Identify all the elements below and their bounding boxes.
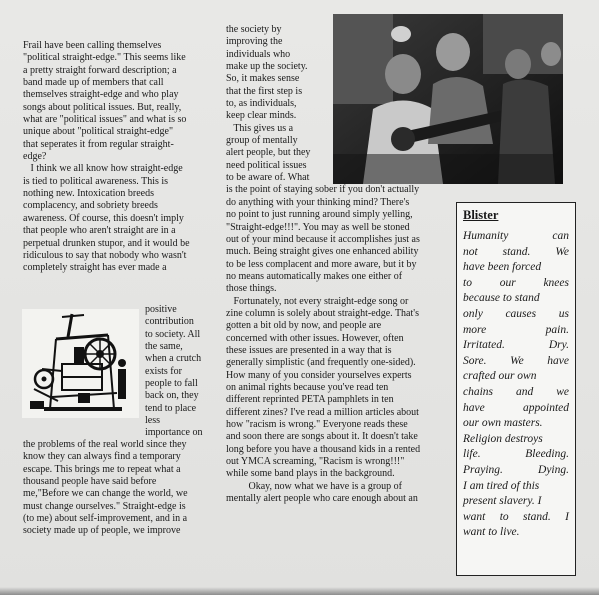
text-line: no means automatically makes one either of <box>226 270 403 282</box>
poem-line <box>463 245 569 261</box>
poem-word: want <box>463 510 486 523</box>
poem-line <box>463 276 569 292</box>
column-one-top-text <box>23 40 190 275</box>
poem-word: Bleeding. <box>525 448 569 461</box>
text-line: Frail have been calling themselves <box>23 40 162 51</box>
text-line: need political issues <box>226 159 307 171</box>
poem-line <box>463 479 569 495</box>
text-line: unique about "political straight-edge" <box>23 126 174 138</box>
poem-line <box>463 354 569 370</box>
text-line: This gives us a <box>226 122 294 134</box>
poem-word: our <box>499 276 516 289</box>
text-line: improving the <box>226 36 283 48</box>
text-line: that seperates it from regular straight- <box>23 138 174 150</box>
text-line: mentally alert people who care enough about an <box>226 493 418 505</box>
text-line: these issues are presented in a way that is <box>226 344 392 356</box>
poem-line <box>463 447 569 463</box>
poem-word: Dying. <box>538 463 569 476</box>
text-line: make up the society. <box>226 61 308 73</box>
text-line: must change ourselves." Straight-edge is <box>23 500 186 512</box>
text-line: thousand people have said before <box>23 476 157 488</box>
text-line: the same, <box>145 341 183 353</box>
poem-word: chains <box>463 385 494 398</box>
poem-word: present slavery. I <box>463 495 542 508</box>
text-line: people to fall <box>145 378 198 390</box>
text-line: back on, they <box>145 390 199 402</box>
blister-sidebar <box>456 202 576 576</box>
poem-word: want to live. <box>463 526 520 539</box>
text-line: long before you have a thousand kids in a rented <box>226 443 421 455</box>
text-line: gotten a bit old by now, and people are <box>226 320 382 332</box>
poem-word: We <box>510 354 524 367</box>
poem-line <box>463 401 569 417</box>
printing-press-engraving <box>22 309 139 418</box>
text-line: "political straight-edge." This seems like <box>23 52 186 64</box>
poem-word: Humanity <box>463 230 509 242</box>
text-line: songs about political issues. But, really, <box>23 101 182 113</box>
text-line: alert people, but they <box>226 147 311 159</box>
poem-word: knees <box>543 276 569 289</box>
text-line: So, it makes sense <box>226 73 300 85</box>
text-line: out YMCA screaming, "Racism is wrong!!!" <box>226 456 405 468</box>
poem-word: I <box>565 510 569 523</box>
text-line: perpetual drunken stupor, and it would be <box>23 237 190 249</box>
sidebar-title: Blister <box>463 208 499 222</box>
column-one-bottom-text <box>23 439 188 538</box>
poem-word: Praying. <box>463 463 503 476</box>
text-line: concerned with other issues. However, often <box>226 332 404 344</box>
text-line: complacency, and sobriety breeds <box>23 200 158 212</box>
poem-line <box>463 291 569 307</box>
text-line: how "racism is wrong." Everyone reads these <box>226 419 408 430</box>
text-line: do anything with your thinking mind? There's <box>226 196 410 208</box>
bottom-edge-shadow <box>0 587 599 595</box>
text-line: ridiculous to say that nobody who wasn't <box>23 249 187 261</box>
text-line: to, as individuals, <box>226 98 297 110</box>
poem-word: have been forced <box>463 261 542 274</box>
poem-word: stand. <box>502 245 531 258</box>
machine-illustration <box>22 309 139 418</box>
poem-word: pain. <box>545 323 569 336</box>
text-line: a pretty straight forward description; a <box>23 64 177 76</box>
poem-word: because to stand <box>463 292 540 305</box>
poem-line <box>463 260 569 276</box>
text-line: different zines? I've read a million articles about <box>226 406 419 418</box>
text-line: those things. <box>226 283 277 295</box>
poem-line <box>463 307 569 323</box>
text-line: out of your mind because it accomplishes just as <box>226 233 420 245</box>
poem-word: and <box>516 385 534 398</box>
poem-word: more <box>463 323 487 336</box>
text-line: completely straight has ever made a <box>23 262 167 274</box>
text-line: to be less complacent and more aware, but it by <box>226 258 417 270</box>
text-line: positive <box>145 304 177 315</box>
text-line: How many of you consider yourselves experts <box>226 369 412 381</box>
text-line: what are "political issues" and what is so <box>23 114 187 126</box>
text-line: Fortunately, not every straight-edge song or <box>226 295 409 307</box>
poem-line <box>463 369 569 385</box>
poem-line <box>463 338 569 354</box>
text-line: on animal rights because you've read ten <box>226 381 389 393</box>
text-line: Okay, now what we have is a group of <box>226 480 402 492</box>
text-line: when a crutch <box>145 353 202 365</box>
poem-line <box>463 229 569 245</box>
poem-line <box>463 432 569 448</box>
poem-word: our own masters. <box>463 417 543 430</box>
poem-line <box>463 323 569 339</box>
text-line: escape. This brings me to repeat what a <box>23 463 181 475</box>
poem-word: we <box>556 385 569 398</box>
text-line: to society. All <box>145 328 201 340</box>
text-line: band made up of members that call <box>23 77 164 89</box>
text-line: while some band plays in the background. <box>226 468 395 480</box>
text-line: is tied to political awareness. This is <box>23 175 169 187</box>
text-line: keep clear minds. <box>226 110 297 122</box>
text-line: that people who aren't straight are in a <box>23 225 176 237</box>
text-line: society made up of people, we improve <box>23 525 181 537</box>
text-line: (to me) about self-improvement, and in a <box>23 513 188 525</box>
poem-word: have <box>547 354 569 367</box>
text-line: me,"Before we can change the world, we <box>23 488 188 500</box>
poem-word: crafted our own <box>463 370 537 383</box>
text-line: themselves straight-edge and who play <box>23 89 179 101</box>
text-line: contribution <box>145 316 194 328</box>
poem-word: We <box>555 245 569 258</box>
text-line: is the point of staying sober if you don't actually <box>226 184 420 196</box>
text-line: that the first step is <box>226 85 303 97</box>
sidebar-poem <box>463 229 569 541</box>
poem-word: appointed <box>523 401 569 414</box>
poem-word: not <box>463 245 478 258</box>
text-line: awareness. Of course, this doesn't imply <box>23 212 184 224</box>
poem-word: I am tired of this <box>463 479 540 492</box>
poem-word: stand. <box>523 510 551 523</box>
text-line: the problems of the real world since they <box>23 439 187 450</box>
poem-line <box>463 525 569 541</box>
poem-word: causes <box>505 307 537 320</box>
text-line: generally simplistic (and frequently one-sided). <box>226 357 416 369</box>
poem-word: to <box>463 276 472 289</box>
poem-word: Religion destroys <box>463 432 543 445</box>
text-line: know they can always find a temporary <box>23 451 181 463</box>
text-line: I think we all know how straight-edge <box>23 163 183 175</box>
text-line: the society by <box>226 24 282 35</box>
poem-word: Irritated. <box>463 339 505 352</box>
text-line: much. Being straight gives one enhanced ability <box>226 246 419 258</box>
poem-word: only <box>463 307 483 320</box>
column-one-wrap-text <box>145 304 202 440</box>
poem-line <box>463 416 569 432</box>
poem-word: life. <box>463 448 481 461</box>
text-line: group of mentally <box>226 135 298 147</box>
poem-word: us <box>558 307 569 320</box>
poem-word: can <box>552 230 569 242</box>
text-line: exists for <box>145 365 182 377</box>
poem-line <box>463 510 569 526</box>
text-line: importance on <box>145 427 203 439</box>
poem-word: Dry. <box>548 339 569 352</box>
text-line: and soon there are songs about it. It doesn't take <box>226 431 418 443</box>
text-line: no point to just running around simply yelling, <box>226 209 413 221</box>
text-line: zine column is solely about straight-edge. That's <box>226 307 419 319</box>
text-line: "Straight-edge!!!". You may as well be stoned <box>226 221 410 233</box>
text-line: to be aware of. What <box>226 172 310 184</box>
text-line: nothing new. Intoxication breeds <box>23 188 154 200</box>
text-line: different reprinted PETA pamphlets in ten <box>226 394 394 406</box>
poem-word: have <box>463 401 485 414</box>
text-line: less <box>145 415 160 427</box>
text-line: individuals who <box>226 48 291 60</box>
poem-word: Sore. <box>463 354 487 367</box>
poem-word: to <box>499 510 509 523</box>
text-line: edge? <box>23 151 47 163</box>
poem-line <box>463 494 569 510</box>
poem-line <box>463 463 569 479</box>
column-two-text <box>226 24 420 505</box>
poem-line <box>463 385 569 401</box>
text-line: tend to place <box>145 402 197 414</box>
